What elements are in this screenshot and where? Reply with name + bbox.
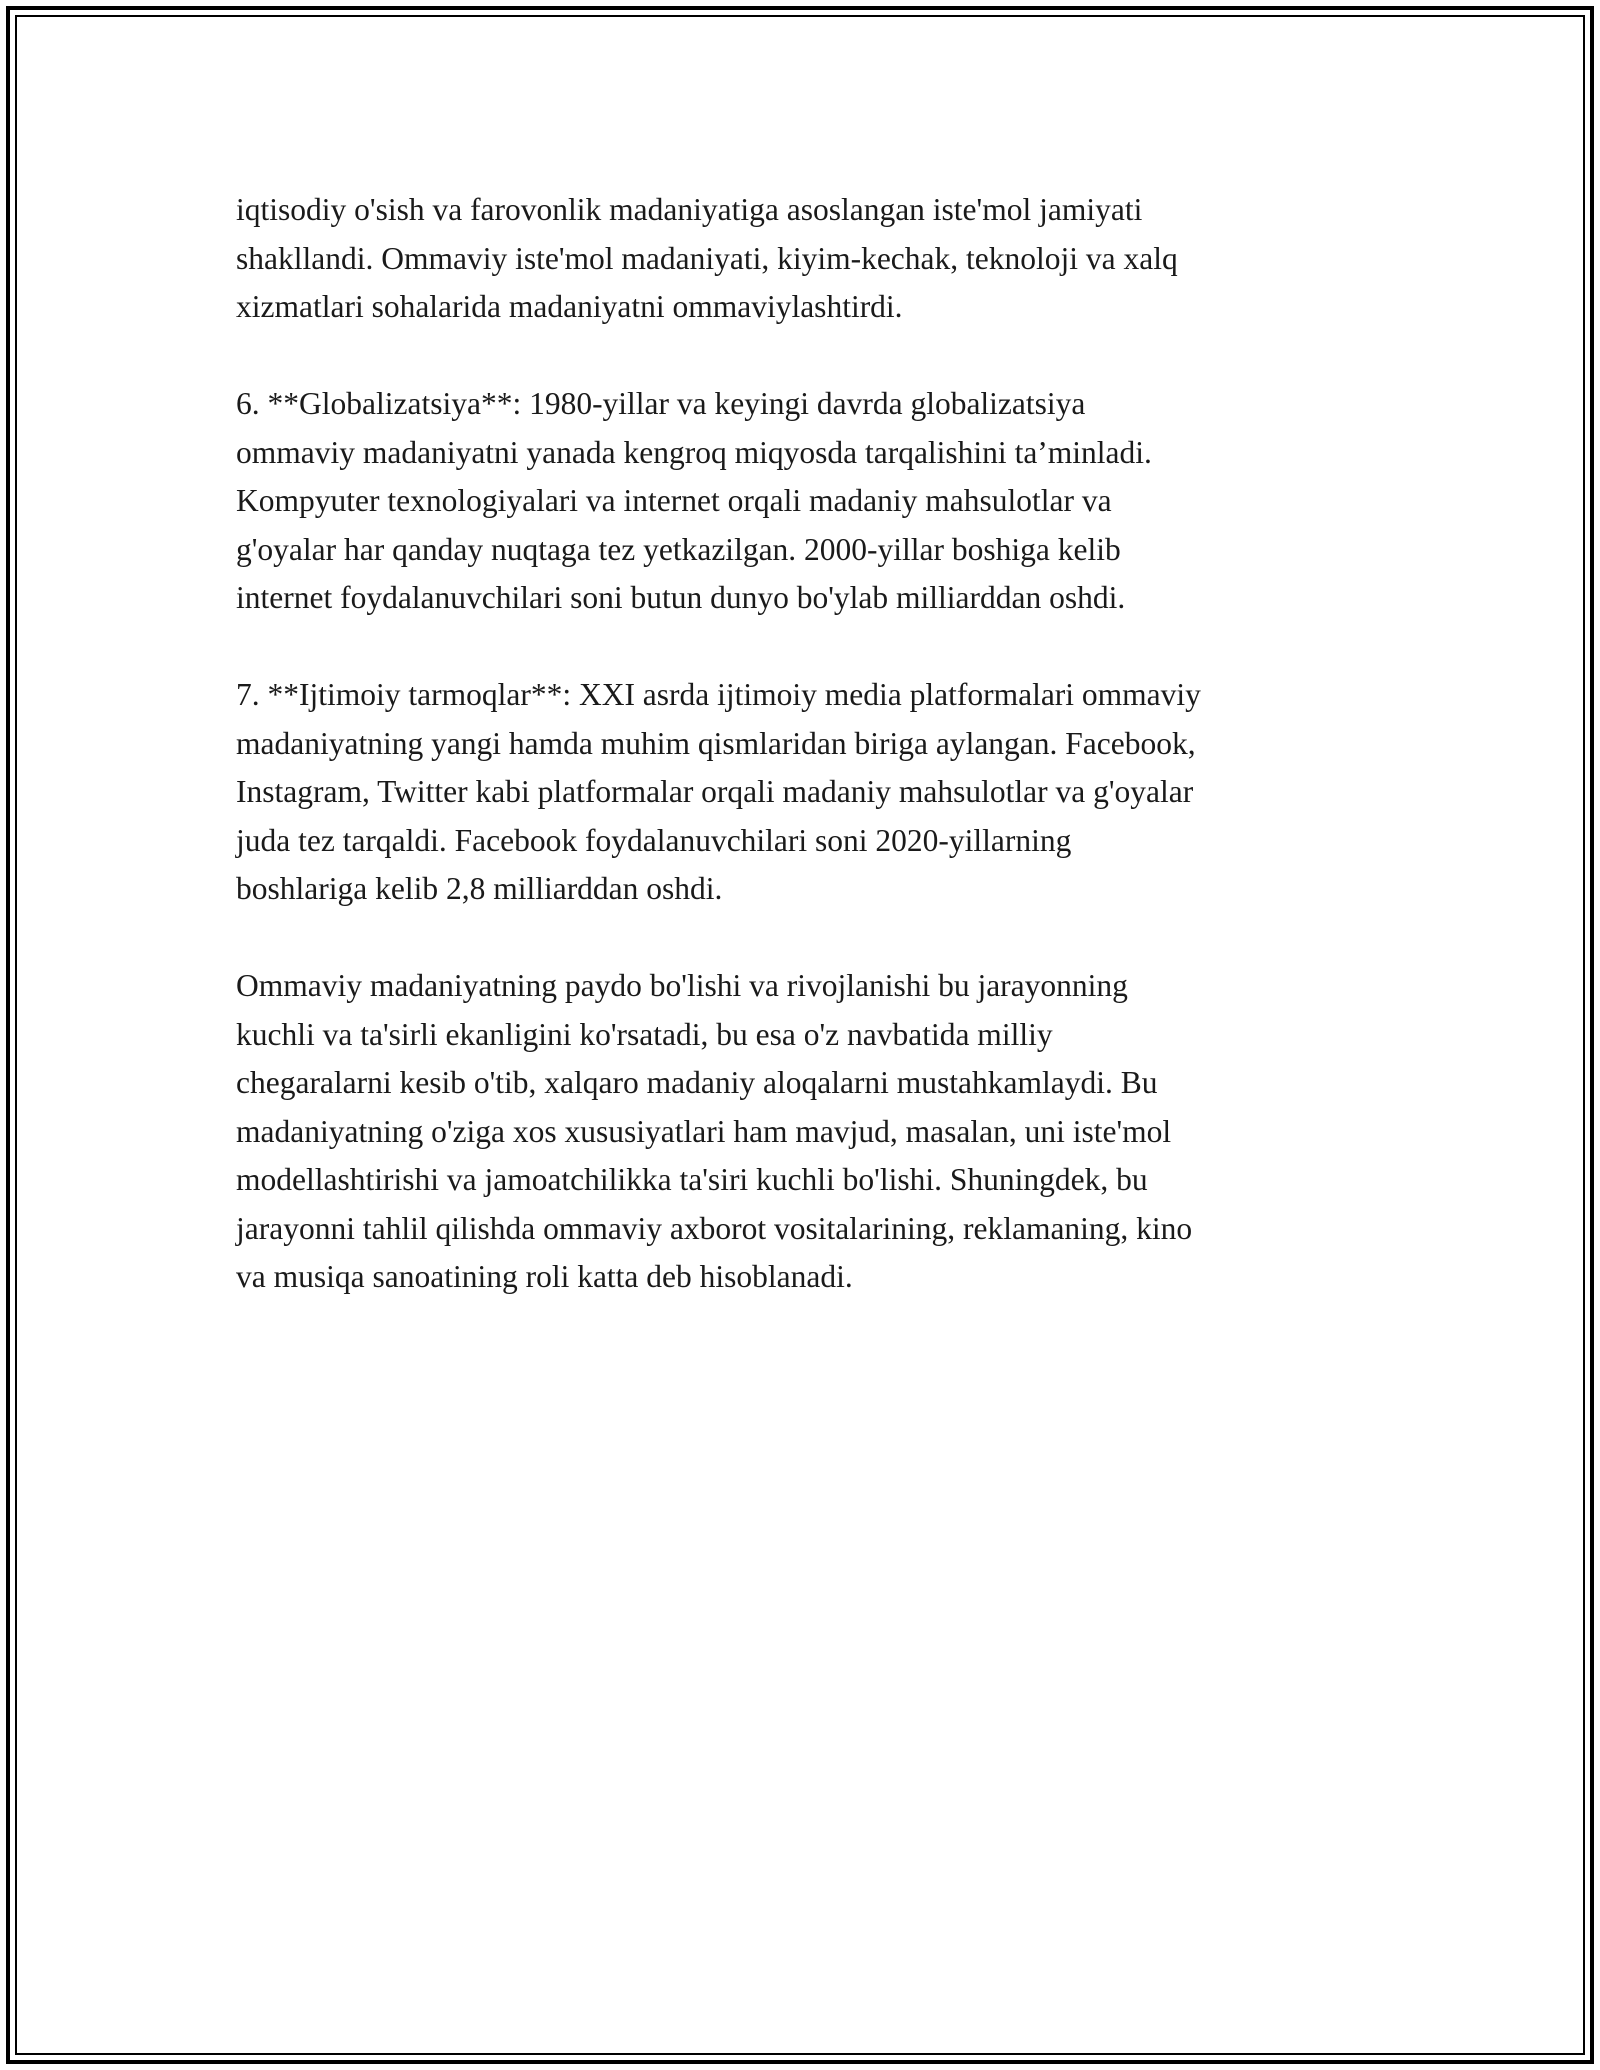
document-body <box>236 186 1376 1350</box>
paragraph-consumer-society: iqtisodiy o'sish va farovonlik madaniyatiga asoslangan iste'mol jamiyati shakllandi. Ommaviy iste'mol madaniyati, kiyim-kechak, teknoloji va xalq xizmatlari sohalarida madaniyatni ommaviylashtirdi. <box>236 192 1178 324</box>
paragraph-conclusion: Ommaviy madaniyatning paydo bo'lishi va rivojlanishi bu jarayonning kuchli va ta'sirli ekanligini ko'rsatadi, bu esa o'z navbatida milliy chegaralarni kesib o'tib, xalqaro madaniy aloqalarni mustahkamlaydi. Bu madaniyatning o'ziga xos xususiyatlari ham mavjud, masalan, uni iste'mol modellashtirishi va jamoatchilikka ta'siri kuchli bo'lishi. Shuningdek, bu jarayonni tahlil qilishda ommaviy axborot vositalarining, reklamaning, kino va musiqa sanoatining roli katta deb hisoblanadi. <box>236 968 1193 1294</box>
paragraph-globalization: 6. **Globalizatsiya**: 1980-yillar va keyingi davrda globalizatsiya ommaviy madaniyatni yanada kengroq miqyosda tarqalishini ta’minladi. Kompyuter texnologiyalari va internet orqali madaniy mahsulotlar va g'oyalar har qanday nuqtaga tez yetkazilgan. 2000-yillar boshiga kelib internet foydalanuvchilari soni butun dunyo bo'ylab milliarddan oshdi. <box>236 386 1152 615</box>
paragraph-social-networks: 7. **Ijtimoiy tarmoqlar**: XXI asrda ijtimoiy media platformalari ommaviy madaniyatning yangi hamda muhim qismlaridan biriga aylangan. Facebook, Instagram, Twitter kabi platformalar orqali madaniy mahsulotlar va g'oyalar juda tez tarqaldi. Facebook foydalanuvchilari soni 2020-yillarning boshlariga kelib 2,8 milliarddan oshdi. <box>236 677 1201 906</box>
